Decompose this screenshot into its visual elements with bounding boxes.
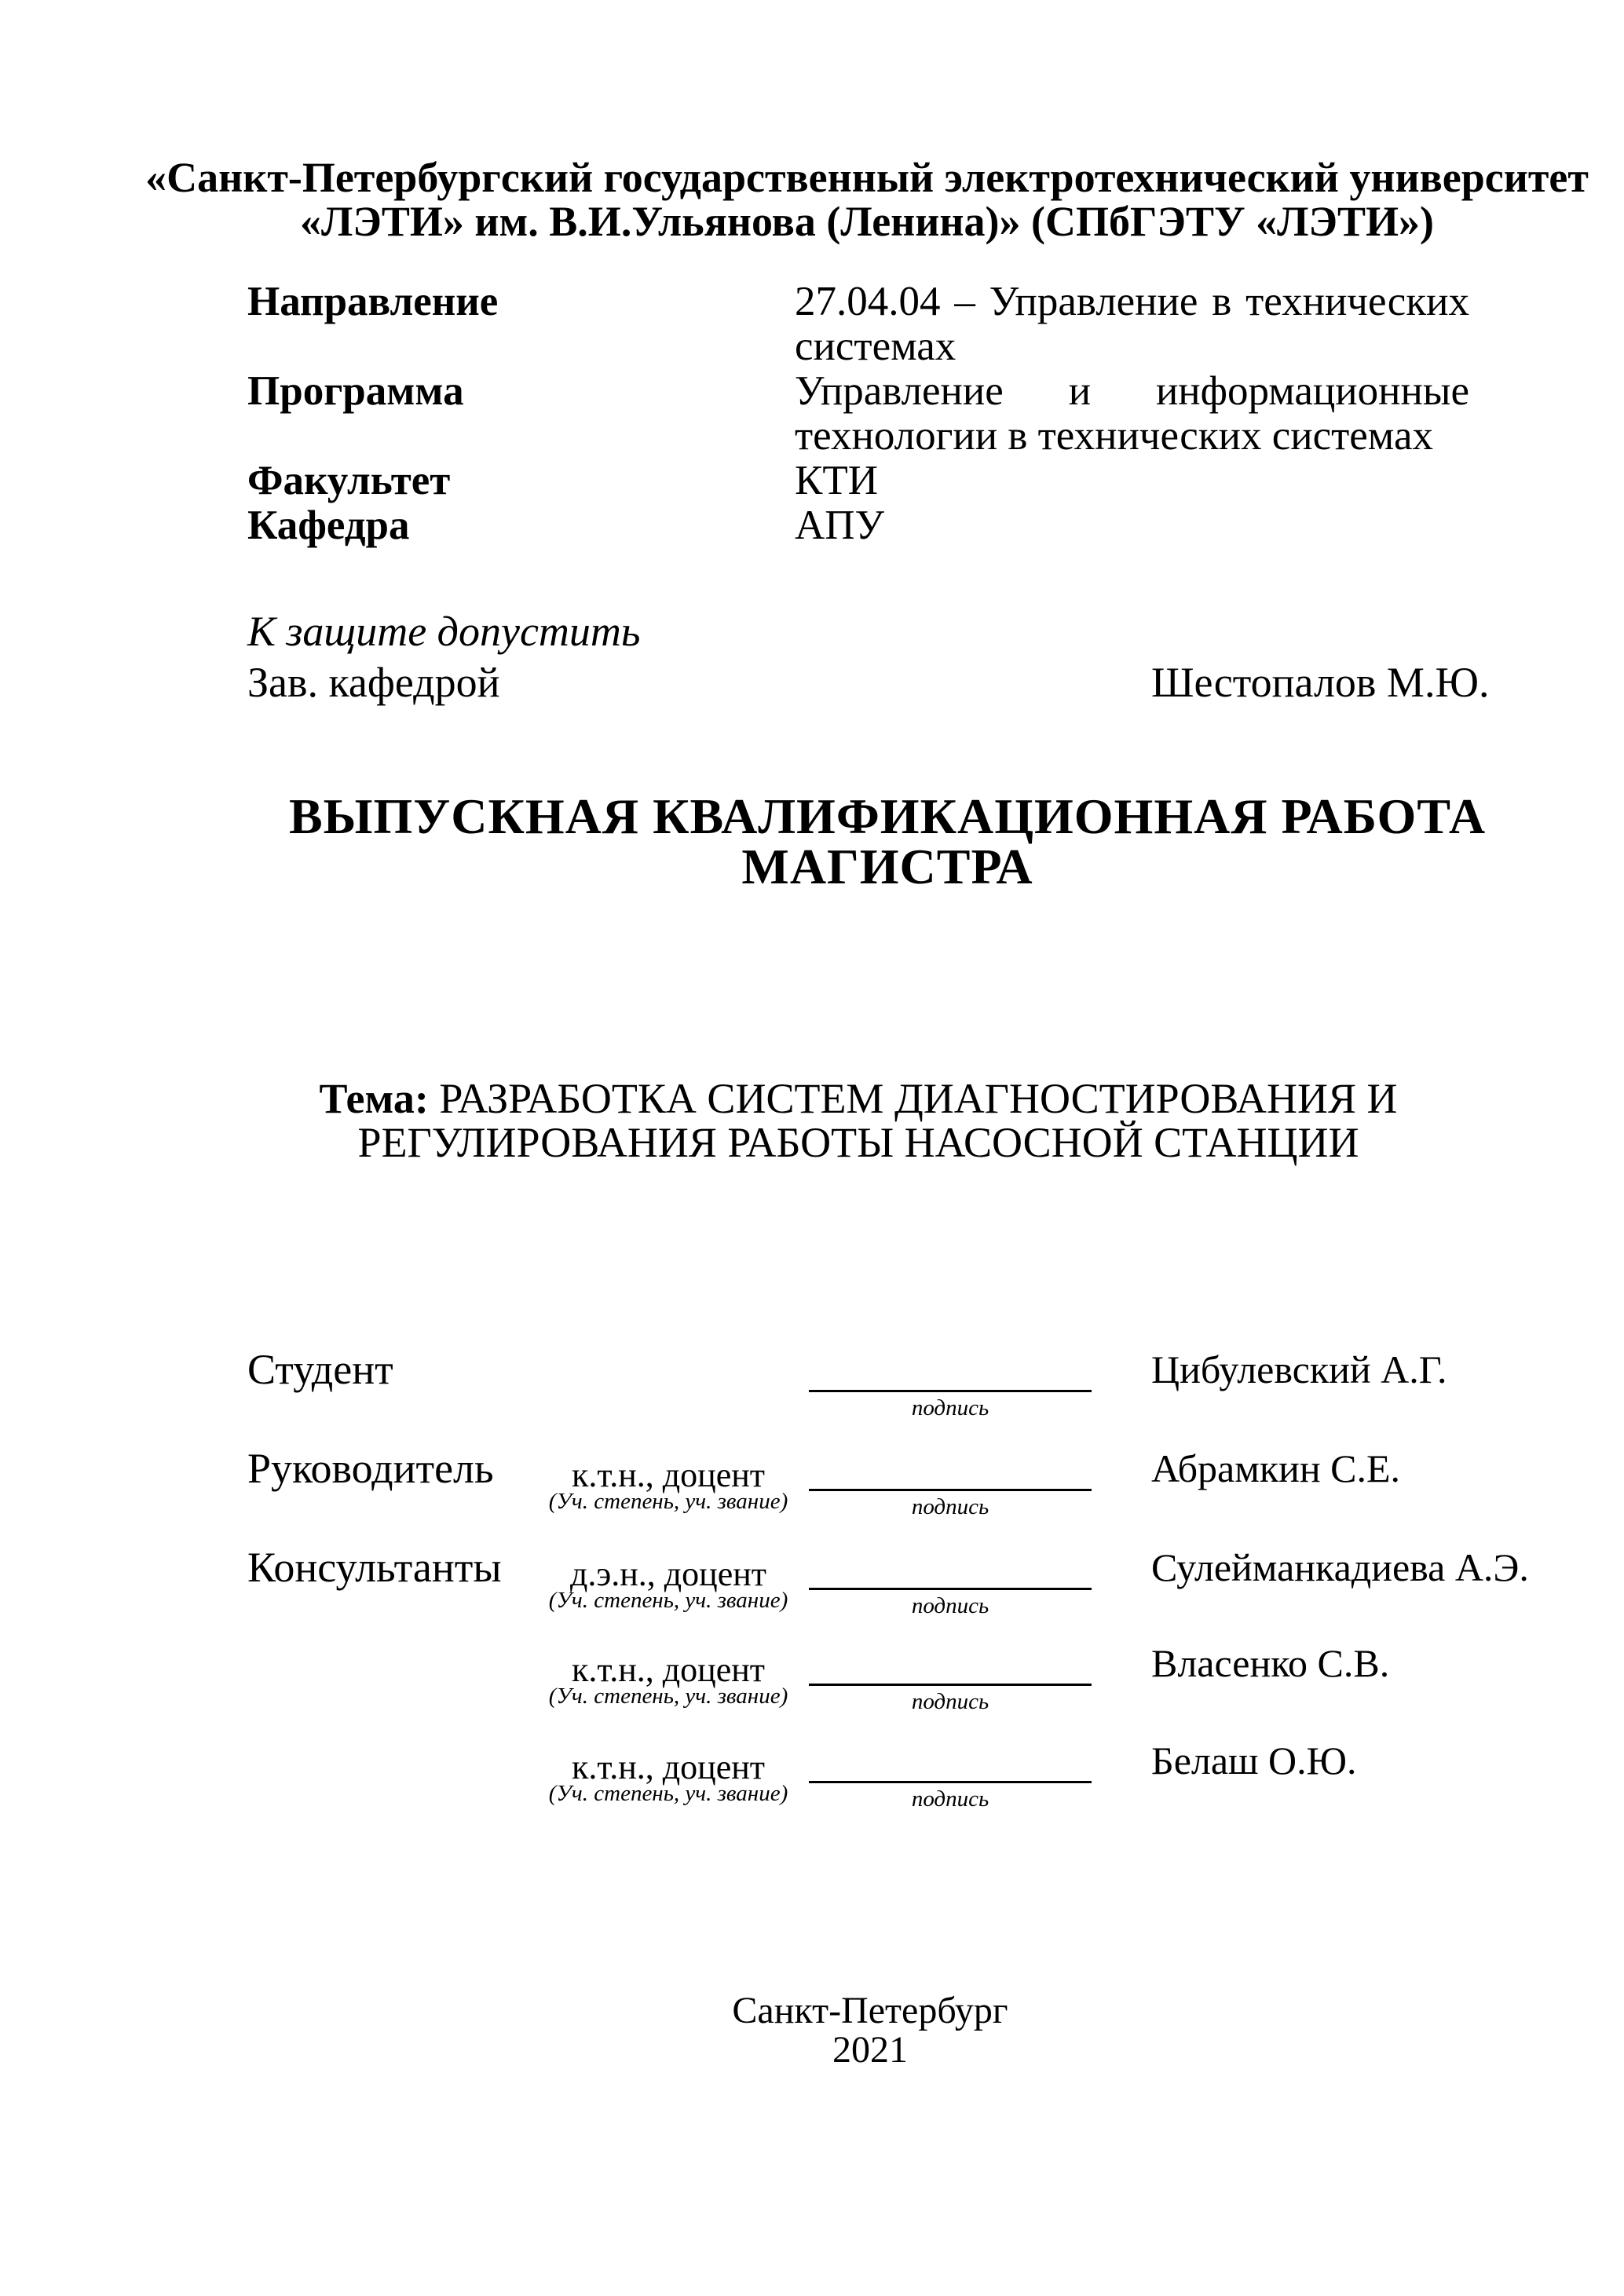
field-label-programma: Программа — [247, 368, 464, 414]
signature-caption-degree: (Уч. степень, уч. звание) — [548, 1489, 788, 1514]
word: 27.04.04 — [795, 279, 941, 324]
signature-line — [809, 1390, 1092, 1392]
field-label-napravlenie: Направление — [247, 279, 499, 324]
field-row-napravlenie — [247, 280, 1469, 369]
admission-head-label: Зав. кафедрой — [247, 659, 500, 706]
signature-caption-podpis: подпись — [911, 1786, 989, 1812]
signature-role: Студент — [247, 1346, 393, 1393]
word: технических — [1245, 279, 1469, 324]
signature-role: Руководитель — [247, 1445, 494, 1492]
admission-head-row — [247, 657, 1490, 708]
signature-caption-degree: (Уч. степень, уч. звание) — [548, 1684, 788, 1709]
footer-year: 2021 — [832, 2029, 908, 2071]
signature-line — [809, 1684, 1092, 1686]
signature-caption-podpis: подпись — [911, 1494, 989, 1519]
word: – — [954, 279, 975, 324]
university-header — [144, 155, 1589, 243]
field-value-programma-line2: технологии в технических системах — [795, 413, 1433, 459]
word: в — [1212, 279, 1232, 324]
field-row-kafedra — [247, 503, 1469, 548]
page-title — [236, 788, 1539, 894]
field-label-kafedra: Кафедра — [247, 503, 410, 548]
field-value-programma — [795, 369, 1469, 459]
signature-row-consultant-3 — [0, 1736, 1624, 1838]
signature-caption-podpis: подпись — [911, 1593, 989, 1618]
admission-phrase: К защите допустить — [247, 608, 641, 655]
admission-head-name: Шестопалов М.Ю. — [1151, 659, 1490, 706]
page-title-line1: ВЫПУСКНАЯ КВАЛИФИКАЦИОННАЯ РАБОТА — [288, 788, 1487, 844]
footer-block — [203, 1991, 1538, 2070]
signature-caption-podpis: подпись — [911, 1395, 989, 1420]
field-label-fakultet: Факультет — [247, 458, 451, 503]
signature-row-consultant-2 — [0, 1639, 1624, 1741]
fields-table — [247, 280, 1469, 548]
signature-name: Власенко С.В. — [1151, 1641, 1390, 1685]
field-row-programma — [247, 369, 1469, 459]
university-header-line2: «ЛЭТИ» им. В.И.Ульянова (Ленина)» (СПбГЭТУ «ЛЭТИ») — [300, 198, 1434, 245]
theme-line1-text: РАЗРАБОТКА СИСТЕМ ДИАГНОСТИРОВАНИЯ И — [439, 1075, 1398, 1122]
signature-row-supervisor — [0, 1444, 1624, 1546]
field-value-fakultet: КТИ — [795, 458, 878, 503]
field-value-napravlenie-line1 — [795, 280, 1469, 324]
signature-name: Абрамкин С.Е. — [1151, 1446, 1401, 1490]
signature-line — [809, 1489, 1092, 1491]
signature-name: Сулейманкадиева А.Э. — [1151, 1545, 1529, 1589]
admission-block — [247, 606, 1490, 708]
word: и — [1068, 368, 1092, 414]
theme-prefix: Тема: — [319, 1075, 429, 1122]
field-value-programma-line1 — [795, 369, 1469, 414]
signature-line — [809, 1781, 1092, 1783]
signature-degree: к.т.н., доцент — [571, 1748, 766, 1786]
field-value-napravlenie — [795, 280, 1469, 369]
signature-role: Консультанты — [247, 1544, 502, 1591]
university-header-line1: «Санкт-Петербургский государственный электротехнический университет — [145, 154, 1589, 201]
word: Управление — [795, 368, 1004, 414]
signature-degree: д.э.н., доцент — [569, 1555, 767, 1593]
signature-caption-degree: (Уч. степень, уч. звание) — [548, 1781, 788, 1806]
word: информационные — [1155, 368, 1469, 414]
signature-row-consultant-1 — [0, 1543, 1624, 1645]
signature-degree: к.т.н., доцент — [571, 1456, 766, 1494]
signature-caption-degree: (Уч. степень, уч. звание) — [548, 1588, 788, 1613]
field-row-fakultet — [247, 459, 1469, 503]
footer-city: Санкт-Петербург — [732, 1990, 1008, 2031]
theme-block — [247, 1077, 1469, 1164]
signature-caption-podpis: подпись — [911, 1689, 989, 1714]
signature-name: Цибулевский А.Г. — [1151, 1347, 1447, 1391]
signature-row-student — [0, 1345, 1624, 1447]
signature-line — [809, 1588, 1092, 1590]
field-value-napravlenie-line2: системах — [795, 324, 956, 369]
field-value-kafedra: АПУ — [795, 503, 885, 548]
theme-line1 — [247, 1077, 1469, 1121]
page-title-line2: МАГИСТРА — [741, 839, 1033, 894]
signature-name: Белаш О.Ю. — [1151, 1738, 1357, 1782]
theme-line2: РЕГУЛИРОВАНИЯ РАБОТЫ НАСОСНОЙ СТАНЦИИ — [357, 1119, 1359, 1166]
word: Управление — [989, 279, 1198, 324]
signature-degree: к.т.н., доцент — [571, 1651, 766, 1689]
